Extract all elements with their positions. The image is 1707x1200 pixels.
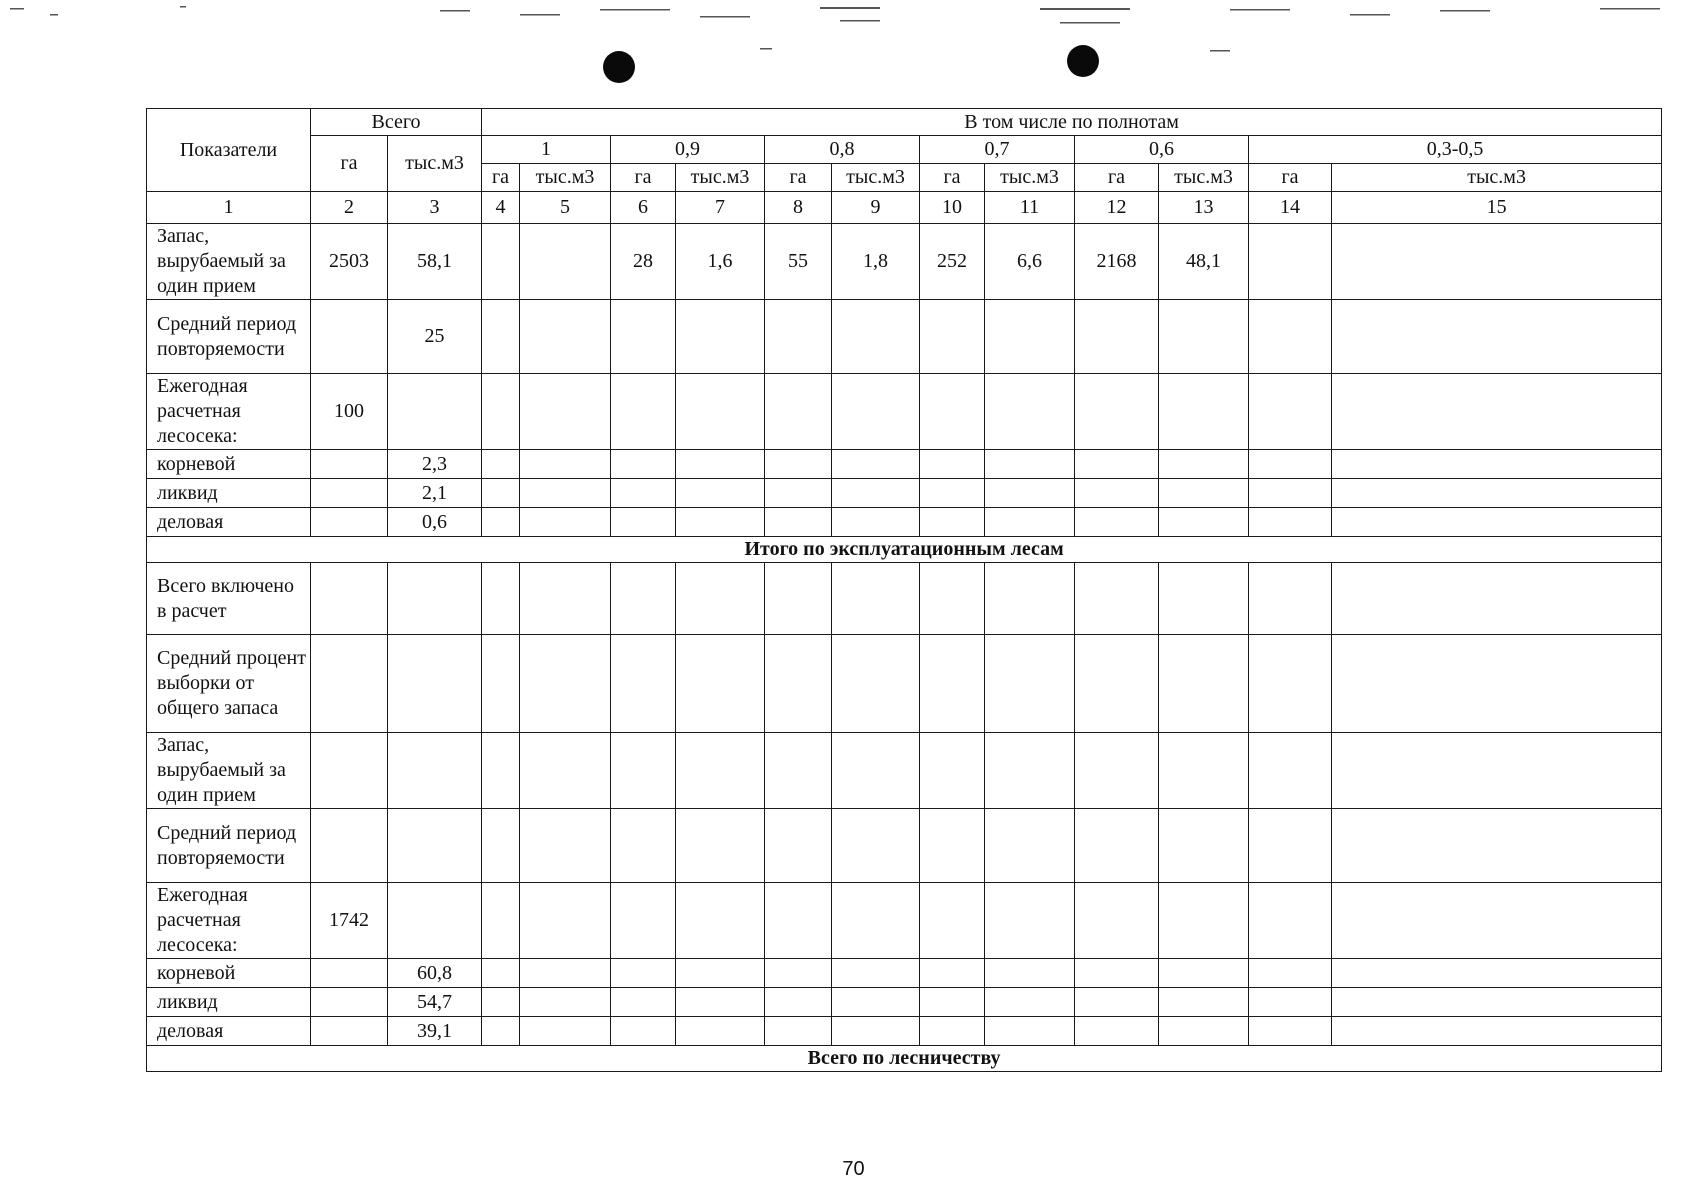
table-cell xyxy=(388,809,482,883)
table-cell xyxy=(920,563,985,635)
table-cell xyxy=(611,563,676,635)
table-cell xyxy=(920,809,985,883)
header-density-1: 1 xyxy=(482,136,611,164)
table-cell xyxy=(611,988,676,1017)
table-cell xyxy=(311,733,388,809)
table-cell xyxy=(676,959,765,988)
table-cell xyxy=(832,508,920,537)
table-cell xyxy=(985,479,1075,508)
row-label: Ежегодная расчетная лесосека: xyxy=(147,374,311,450)
table-cell xyxy=(1332,224,1662,300)
table-cell xyxy=(676,809,765,883)
row-label: деловая xyxy=(147,508,311,537)
table-cell xyxy=(832,809,920,883)
table-cell xyxy=(520,1017,611,1046)
table-cell xyxy=(920,479,985,508)
table-row xyxy=(147,508,1662,537)
table-cell xyxy=(1332,479,1662,508)
column-number: 11 xyxy=(985,192,1075,224)
column-number: 6 xyxy=(611,192,676,224)
table-cell xyxy=(920,300,985,374)
table-cell xyxy=(520,450,611,479)
table-cell xyxy=(311,479,388,508)
table-cell xyxy=(311,1017,388,1046)
table-cell: 1742 xyxy=(311,883,388,959)
table-cell xyxy=(1249,883,1332,959)
table-row xyxy=(147,883,1662,959)
table-cell xyxy=(1332,563,1662,635)
table-cell xyxy=(482,635,520,733)
table-cell xyxy=(920,635,985,733)
table-row xyxy=(147,809,1662,883)
table-cell xyxy=(1159,883,1249,959)
scan-noise xyxy=(0,0,1707,60)
table-cell xyxy=(985,1017,1075,1046)
table-cell xyxy=(482,733,520,809)
table-cell: 2168 xyxy=(1075,224,1159,300)
table-cell xyxy=(1249,988,1332,1017)
table-cell xyxy=(482,959,520,988)
table-cell xyxy=(520,479,611,508)
table-cell: 39,1 xyxy=(388,1017,482,1046)
table-cell xyxy=(1075,563,1159,635)
header-unit-ha: га xyxy=(765,164,832,192)
table-cell xyxy=(1332,959,1662,988)
table-row xyxy=(147,1017,1662,1046)
table-cell xyxy=(1249,733,1332,809)
table-cell: 1,8 xyxy=(832,224,920,300)
table-cell xyxy=(765,508,832,537)
table-cell xyxy=(311,988,388,1017)
table-cell xyxy=(676,300,765,374)
column-number: 12 xyxy=(1075,192,1159,224)
row-label: деловая xyxy=(147,1017,311,1046)
table-cell xyxy=(482,1017,520,1046)
table-cell xyxy=(611,450,676,479)
table-cell xyxy=(520,563,611,635)
table-cell xyxy=(1249,224,1332,300)
table-cell xyxy=(520,508,611,537)
table-cell xyxy=(1075,635,1159,733)
table-cell xyxy=(1159,1017,1249,1046)
table-cell xyxy=(765,1017,832,1046)
column-number: 10 xyxy=(920,192,985,224)
table-cell xyxy=(832,959,920,988)
table-cell xyxy=(1159,563,1249,635)
table-cell xyxy=(1159,374,1249,450)
table-row xyxy=(147,563,1662,635)
column-number: 2 xyxy=(311,192,388,224)
table-cell xyxy=(1332,883,1662,959)
table-cell xyxy=(482,300,520,374)
table-cell xyxy=(765,883,832,959)
table-cell xyxy=(520,635,611,733)
table-cell xyxy=(676,374,765,450)
table-row xyxy=(147,635,1662,733)
table-cell: 0,6 xyxy=(388,508,482,537)
table-cell xyxy=(676,883,765,959)
header-unit-m3: тыс.м3 xyxy=(1159,164,1249,192)
table-cell xyxy=(832,450,920,479)
table-cell xyxy=(985,450,1075,479)
table-cell xyxy=(765,959,832,988)
table-cell xyxy=(1159,508,1249,537)
table-row xyxy=(147,224,1662,300)
table-cell xyxy=(611,635,676,733)
row-label: Средний процент выборки от общего запаса xyxy=(147,635,311,733)
table-cell xyxy=(1075,300,1159,374)
table-cell xyxy=(765,479,832,508)
table-cell: 100 xyxy=(311,374,388,450)
table-cell xyxy=(1332,450,1662,479)
table-cell: 28 xyxy=(611,224,676,300)
row-label: корневой xyxy=(147,450,311,479)
table-cell xyxy=(985,988,1075,1017)
table-cell xyxy=(676,1017,765,1046)
header-including: В том числе по полнотам xyxy=(482,109,1662,136)
table-cell xyxy=(482,224,520,300)
table-cell xyxy=(611,508,676,537)
table-cell xyxy=(1249,959,1332,988)
table-cell xyxy=(611,479,676,508)
table-cell xyxy=(920,959,985,988)
table-cell xyxy=(1332,300,1662,374)
table-cell: 2503 xyxy=(311,224,388,300)
column-number: 1 xyxy=(147,192,311,224)
header-total-m3: тыс.м3 xyxy=(388,136,482,192)
table-cell xyxy=(482,374,520,450)
column-number: 15 xyxy=(1332,192,1662,224)
table-cell xyxy=(482,809,520,883)
table-cell xyxy=(1332,374,1662,450)
table-cell xyxy=(482,508,520,537)
table-cell xyxy=(1249,450,1332,479)
column-number: 7 xyxy=(676,192,765,224)
table-cell xyxy=(1332,809,1662,883)
header-unit-ha: га xyxy=(1249,164,1332,192)
section-exploitation-title-row xyxy=(147,537,1662,563)
table-cell xyxy=(765,733,832,809)
table-cell xyxy=(520,224,611,300)
table-row xyxy=(147,988,1662,1017)
table-cell xyxy=(1159,959,1249,988)
table-cell xyxy=(920,883,985,959)
table-cell xyxy=(482,563,520,635)
table-cell xyxy=(311,300,388,374)
header-unit-ha: га xyxy=(482,164,520,192)
table-cell xyxy=(832,733,920,809)
table-cell xyxy=(985,563,1075,635)
row-label: ликвид xyxy=(147,988,311,1017)
table-cell xyxy=(676,479,765,508)
table-cell xyxy=(1075,508,1159,537)
table-cell xyxy=(1075,374,1159,450)
table-cell: 25 xyxy=(388,300,482,374)
header-unit-ha: га xyxy=(611,164,676,192)
table-cell xyxy=(1332,508,1662,537)
table-cell xyxy=(1075,883,1159,959)
table-cell xyxy=(920,508,985,537)
table-cell xyxy=(482,883,520,959)
table-cell xyxy=(920,1017,985,1046)
page-number: 70 xyxy=(842,1158,865,1180)
table-cell xyxy=(611,1017,676,1046)
table-row xyxy=(147,450,1662,479)
table-cell: 1,6 xyxy=(676,224,765,300)
header-unit-m3: тыс.м3 xyxy=(832,164,920,192)
row-label: ликвид xyxy=(147,479,311,508)
table-cell xyxy=(611,959,676,988)
section-forestry-title-row xyxy=(147,1046,1662,1072)
table-cell xyxy=(765,450,832,479)
table-cell xyxy=(482,479,520,508)
table-cell xyxy=(1249,1017,1332,1046)
table-cell xyxy=(920,450,985,479)
table-cell xyxy=(920,733,985,809)
table-cell xyxy=(985,733,1075,809)
header-unit-m3: тыс.м3 xyxy=(676,164,765,192)
table-cell xyxy=(676,635,765,733)
table-cell: 2,1 xyxy=(388,479,482,508)
table-cell: 58,1 xyxy=(388,224,482,300)
table-cell xyxy=(676,450,765,479)
table-cell xyxy=(1159,450,1249,479)
table-cell xyxy=(1249,809,1332,883)
table-cell xyxy=(765,300,832,374)
table-cell xyxy=(1159,988,1249,1017)
table-cell xyxy=(920,374,985,450)
header-density-09: 0,9 xyxy=(611,136,765,164)
table-cell xyxy=(1332,635,1662,733)
header-unit-ha: га xyxy=(920,164,985,192)
table-cell: 48,1 xyxy=(1159,224,1249,300)
table-cell xyxy=(1249,563,1332,635)
table-cell xyxy=(311,809,388,883)
header-total-ha: га xyxy=(311,136,388,192)
table-cell xyxy=(520,809,611,883)
table-cell xyxy=(1249,635,1332,733)
table-cell xyxy=(520,374,611,450)
table-cell xyxy=(832,1017,920,1046)
table-cell xyxy=(1075,479,1159,508)
table-row xyxy=(147,300,1662,374)
column-number: 4 xyxy=(482,192,520,224)
table-cell: 54,7 xyxy=(388,988,482,1017)
table-cell: 60,8 xyxy=(388,959,482,988)
table-cell xyxy=(985,374,1075,450)
table-cell xyxy=(611,733,676,809)
header-density-08: 0,8 xyxy=(765,136,920,164)
table-cell xyxy=(1332,988,1662,1017)
header-density-07: 0,7 xyxy=(920,136,1075,164)
table-cell xyxy=(520,300,611,374)
table-cell: 55 xyxy=(765,224,832,300)
table-cell xyxy=(765,988,832,1017)
table-cell: 6,6 xyxy=(985,224,1075,300)
header-total: Всего xyxy=(311,109,482,136)
table-cell xyxy=(832,374,920,450)
binder-hole-left xyxy=(603,51,635,83)
table-cell xyxy=(832,479,920,508)
row-label: Всего включено в расчет xyxy=(147,563,311,635)
header-indicators: Показатели xyxy=(147,109,311,192)
table-cell xyxy=(765,374,832,450)
table-cell xyxy=(985,959,1075,988)
table-cell xyxy=(985,300,1075,374)
table-cell xyxy=(520,883,611,959)
table-cell xyxy=(520,959,611,988)
table-cell xyxy=(765,809,832,883)
table-row xyxy=(147,733,1662,809)
column-number: 8 xyxy=(765,192,832,224)
table-cell xyxy=(311,563,388,635)
table-cell xyxy=(985,883,1075,959)
table-cell xyxy=(765,635,832,733)
table-cell xyxy=(676,733,765,809)
table-cell xyxy=(611,809,676,883)
table-row xyxy=(147,374,1662,450)
section-forestry-title: Всего по лесничеству xyxy=(147,1046,1662,1072)
table-cell xyxy=(388,635,482,733)
table-cell xyxy=(1249,374,1332,450)
row-label: корневой xyxy=(147,959,311,988)
table-cell xyxy=(1075,733,1159,809)
header-unit-ha: га xyxy=(1075,164,1159,192)
table-cell xyxy=(311,635,388,733)
table-cell xyxy=(388,374,482,450)
table-cell xyxy=(1249,508,1332,537)
row-label: Ежегодная расчетная лесосека: xyxy=(147,883,311,959)
table-cell xyxy=(985,635,1075,733)
table-cell xyxy=(985,508,1075,537)
table-cell xyxy=(1075,959,1159,988)
table-cell xyxy=(388,563,482,635)
binder-hole-right xyxy=(1067,45,1099,77)
table-cell xyxy=(611,374,676,450)
table-cell xyxy=(388,883,482,959)
row-label: Запас, вырубаемый за один прием xyxy=(147,733,311,809)
table-cell xyxy=(985,809,1075,883)
table-cell xyxy=(1159,809,1249,883)
table-cell xyxy=(676,563,765,635)
table-cell: 2,3 xyxy=(388,450,482,479)
table-cell xyxy=(1159,635,1249,733)
table-cell xyxy=(832,300,920,374)
column-number: 14 xyxy=(1249,192,1332,224)
header-unit-m3: тыс.м3 xyxy=(985,164,1075,192)
row-label: Запас, вырубаемый за один прием xyxy=(147,224,311,300)
header-density-06: 0,6 xyxy=(1075,136,1249,164)
table-cell xyxy=(311,959,388,988)
table-cell xyxy=(1332,1017,1662,1046)
table-cell xyxy=(765,563,832,635)
table-row xyxy=(147,479,1662,508)
table-cell xyxy=(1249,300,1332,374)
header-unit-m3: тыс.м3 xyxy=(1332,164,1662,192)
table-cell xyxy=(1159,479,1249,508)
table-cell xyxy=(482,450,520,479)
table-cell xyxy=(1075,450,1159,479)
table-cell xyxy=(1159,733,1249,809)
table-cell xyxy=(832,883,920,959)
table-cell xyxy=(1159,300,1249,374)
table-cell xyxy=(1249,479,1332,508)
row-label: Средний период повторяемости xyxy=(147,300,311,374)
table-cell xyxy=(832,563,920,635)
header-density-03-05: 0,3-0,5 xyxy=(1249,136,1662,164)
table-cell xyxy=(832,988,920,1017)
table-cell xyxy=(832,635,920,733)
table-cell xyxy=(611,300,676,374)
table-cell xyxy=(311,450,388,479)
forest-stock-table xyxy=(146,108,1662,1072)
header-unit-m3: тыс.м3 xyxy=(520,164,611,192)
column-number: 13 xyxy=(1159,192,1249,224)
table-cell: 252 xyxy=(920,224,985,300)
table-cell xyxy=(920,988,985,1017)
table-cell xyxy=(388,733,482,809)
table-cell xyxy=(520,733,611,809)
row-label: Средний период повторяемости xyxy=(147,809,311,883)
section-exploitation-title: Итого по эксплуатационным лесам xyxy=(147,537,1662,563)
table-cell xyxy=(1075,1017,1159,1046)
column-number: 9 xyxy=(832,192,920,224)
table-cell xyxy=(1075,809,1159,883)
table-cell xyxy=(482,988,520,1017)
table-cell xyxy=(611,883,676,959)
table-cell xyxy=(1075,988,1159,1017)
table-cell xyxy=(311,508,388,537)
table-row xyxy=(147,959,1662,988)
column-number: 3 xyxy=(388,192,482,224)
table-cell xyxy=(1332,733,1662,809)
table-cell xyxy=(676,988,765,1017)
column-number: 5 xyxy=(520,192,611,224)
table-cell xyxy=(520,988,611,1017)
table-cell xyxy=(676,508,765,537)
